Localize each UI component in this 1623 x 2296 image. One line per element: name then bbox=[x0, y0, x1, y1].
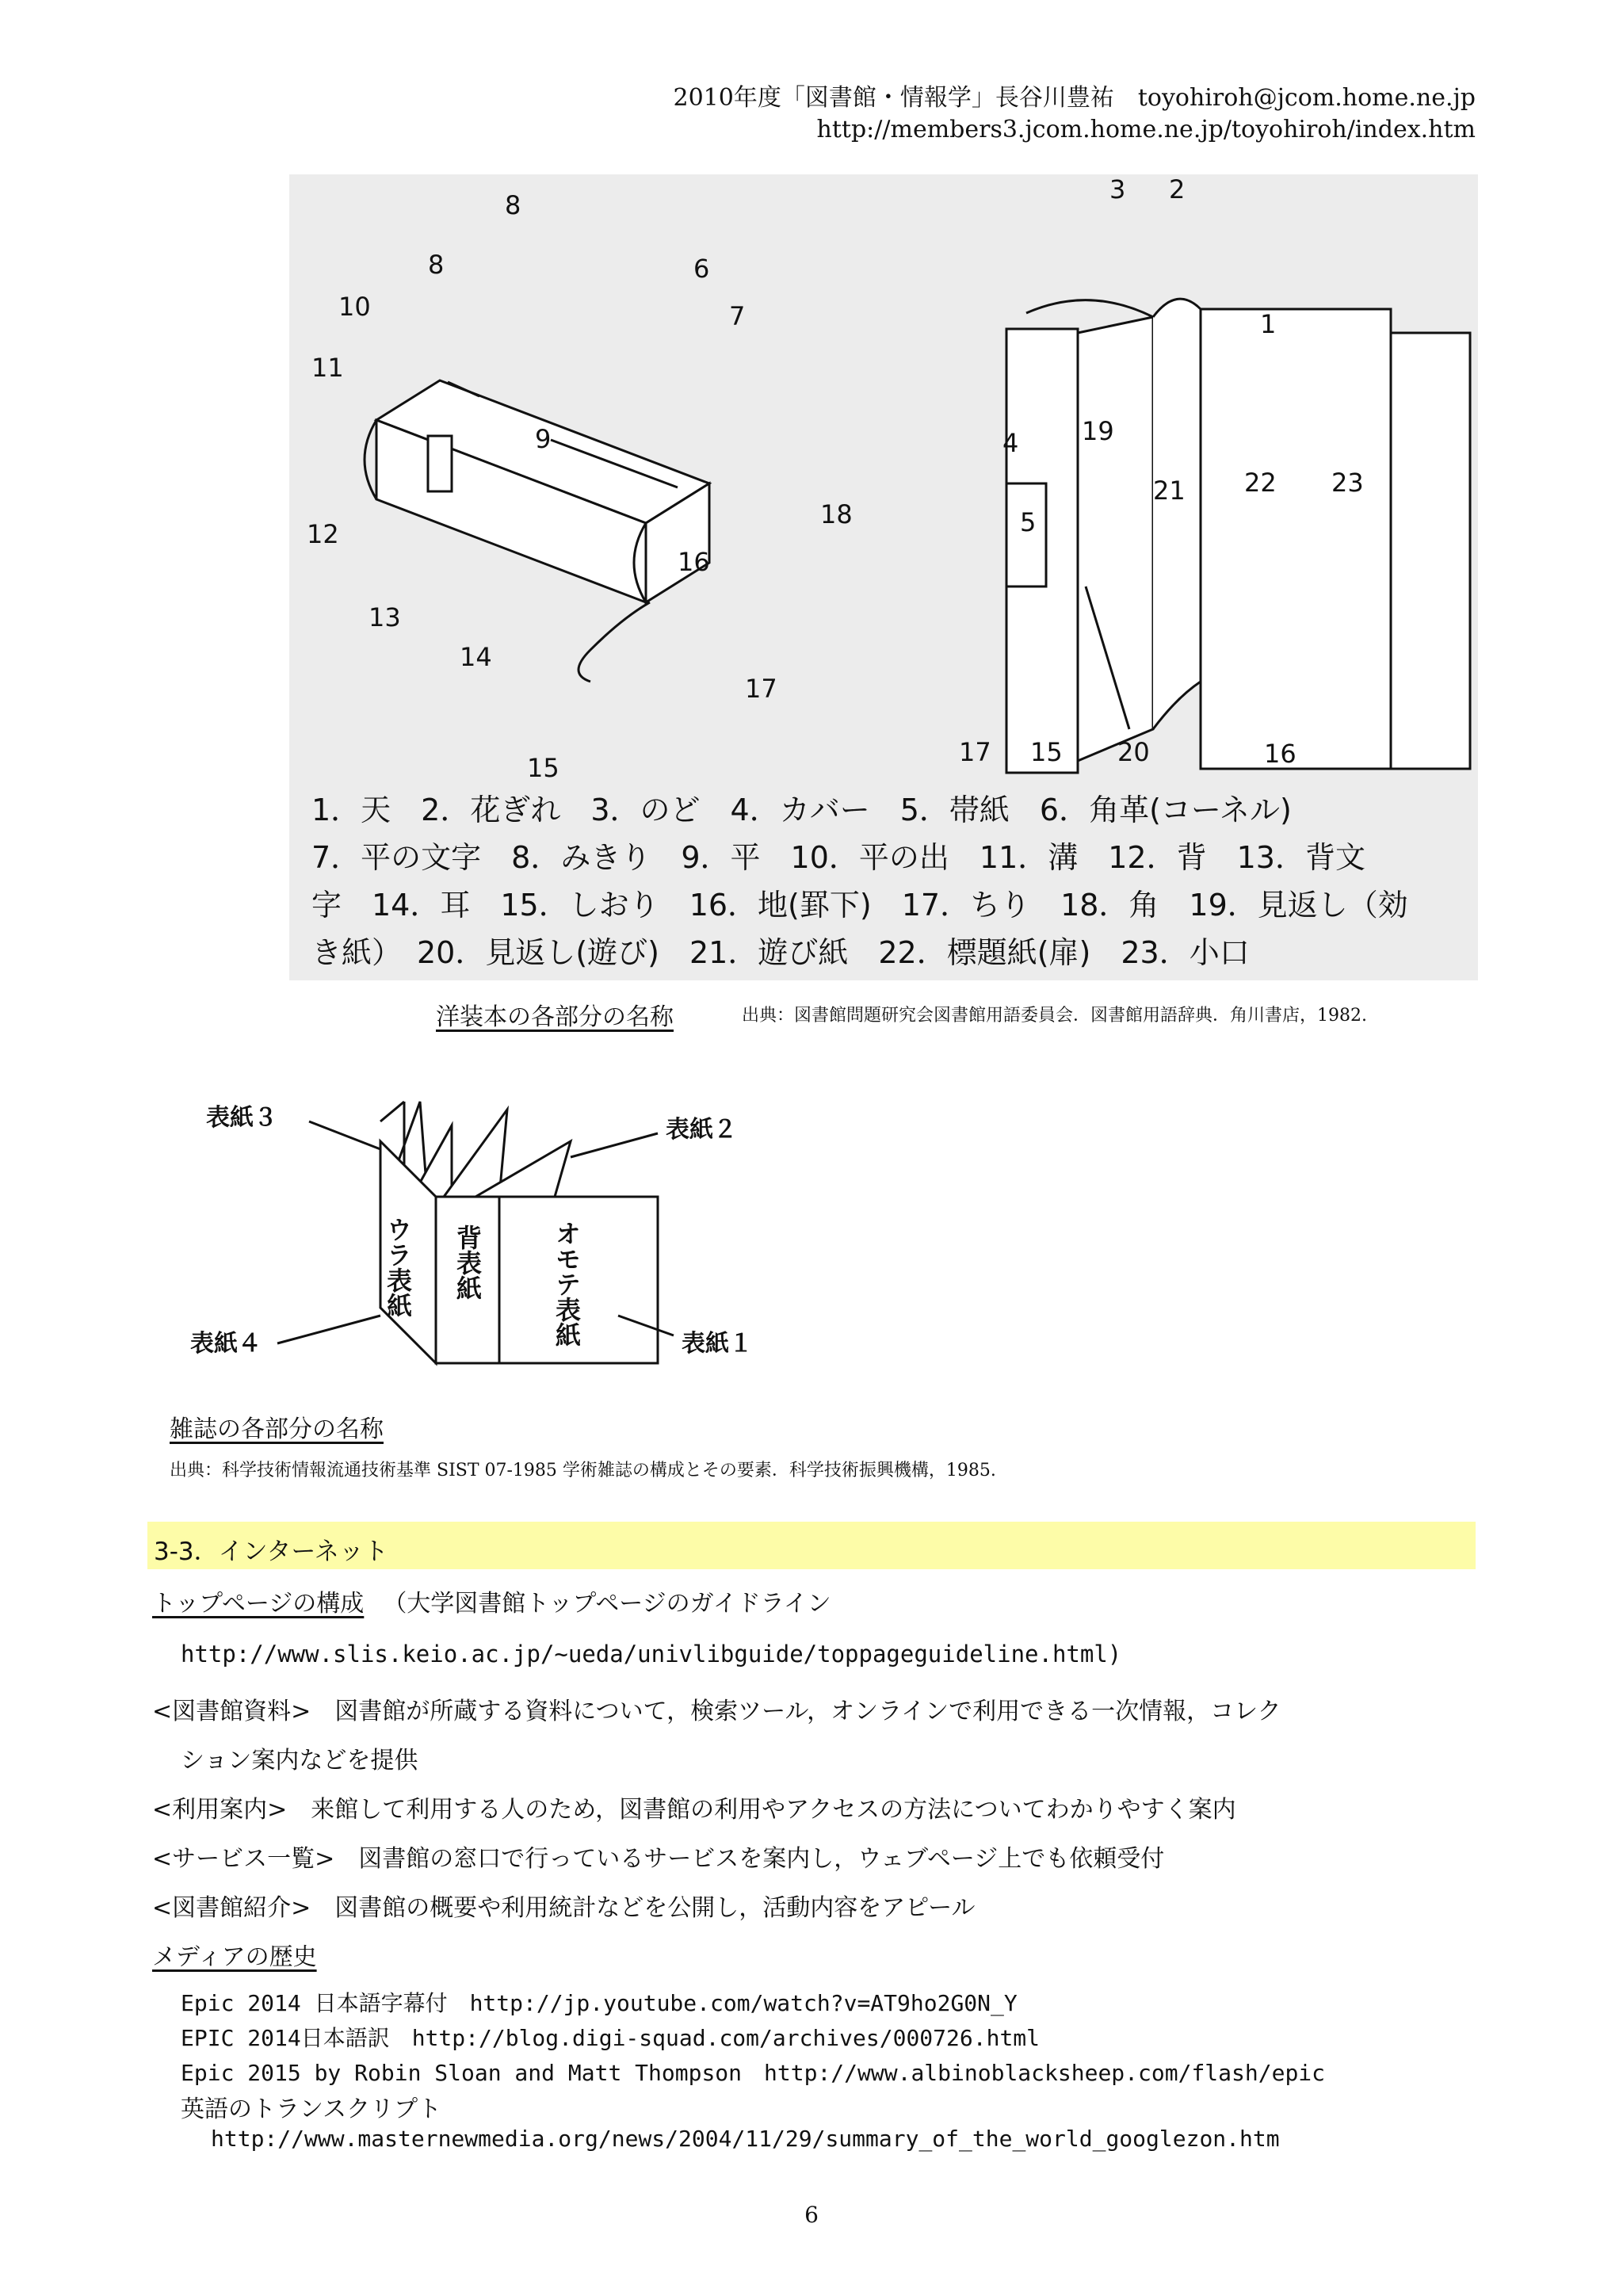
book-legend-line-3: 字 14．耳 15．しおり 16．地(罫下) 17．ちり 18．角 19．見返し（効 bbox=[311, 888, 1408, 923]
page-number: 6 bbox=[804, 2202, 819, 2228]
toppage-guideline-link[interactable]: http://www.slis.keio.ac.jp/~ueda/univlibguide/toppageguideline.html) bbox=[181, 1641, 1122, 1668]
media-line-transcript-label: 英語のトランスクリプト bbox=[181, 2095, 442, 2123]
book-label-right-10: 17 bbox=[959, 737, 991, 767]
toppage-item-continuation bbox=[181, 1740, 418, 1775]
magazine-diagram-illustration bbox=[190, 1078, 792, 1379]
magazine-label-cover4: 表紙４ bbox=[190, 1330, 262, 1358]
book-label-right-12: 20 bbox=[1117, 737, 1150, 767]
book-legend-line-2: 7．平の文字 8．みきり 9．平 10．平の出 11．溝 12．背 13．背文 bbox=[311, 840, 1365, 875]
book-label-left-13: 17 bbox=[745, 674, 777, 704]
book-label-right-2: 2 bbox=[1169, 174, 1186, 204]
magazine-figure-caption: 雑誌の各部分の名称 bbox=[170, 1415, 384, 1443]
magazine-label-spine: 背表紙 bbox=[453, 1224, 483, 1301]
book-label-right-9: 5 bbox=[1020, 507, 1037, 537]
book-label-left-7: 9 bbox=[535, 424, 552, 454]
book-diagram-figure bbox=[289, 174, 1478, 980]
toppage-item-usage-guide bbox=[152, 1790, 1236, 1824]
book-label-left-11: 16 bbox=[678, 547, 710, 577]
book-label-left-3: 6 bbox=[693, 254, 710, 284]
header-line-2: http://members3.jcom.home.ne.jp/toyohiroh/index.htm bbox=[816, 116, 1476, 143]
book-label-right-8: 23 bbox=[1331, 468, 1364, 498]
magazine-label-cover3: 表紙３ bbox=[206, 1104, 277, 1132]
toppage-heading: トップページの構成 bbox=[152, 1590, 365, 1618]
book-figure-source: 出典：図書館問題研究会図書館用語委員会．図書館用語辞典．角川書店，1982. bbox=[742, 1006, 1367, 1026]
media-line-transcript-link[interactable]: http://www.masternewmedia.org/news/2004/11/29/summary_of_the_world_googlezon.htm bbox=[211, 2126, 1280, 2152]
book-figure-caption: 洋装本の各部分の名称 bbox=[436, 1003, 674, 1031]
book-label-right-13: 16 bbox=[1264, 739, 1296, 769]
magazine-label-cover2: 表紙２ bbox=[666, 1116, 737, 1144]
toppage-item-label: <図書館紹介> bbox=[152, 1894, 311, 1922]
book-label-right-1: 3 bbox=[1109, 174, 1126, 204]
book-label-right-3: 1 bbox=[1260, 309, 1277, 339]
book-label-left-12: 14 bbox=[460, 642, 492, 672]
toppage-item-label: <利用案内> bbox=[152, 1796, 288, 1824]
toppage-heading-row bbox=[152, 1584, 831, 1618]
toppage-heading-note: （大学図書館トップページのガイドライン bbox=[383, 1590, 831, 1618]
toppage-item-text: 図書館の窓口で行っているサービスを案内し，ウェブページ上でも依頼受付 bbox=[358, 1845, 1165, 1873]
book-diagram-illustration bbox=[289, 174, 1478, 980]
book-label-right-4: 4 bbox=[1002, 428, 1019, 458]
toppage-item-text: 図書館の概要や利用統計などを公開し，活動内容をアピール bbox=[334, 1894, 976, 1922]
toppage-item-text: ション案内などを提供 bbox=[181, 1747, 418, 1775]
book-label-left-1: 8 bbox=[505, 190, 521, 220]
toppage-item-label: <図書館資料> bbox=[152, 1698, 311, 1725]
media-line-epic2015[interactable]: Epic 2015 by Robin Sloan and Matt Thompson http://www.albinoblacksheep.com/flash/epic bbox=[181, 2060, 1326, 2086]
toppage-item-text: 来館して利用する人のため，図書館の利用やアクセスの方法についてわかりやすく案内 bbox=[311, 1796, 1236, 1824]
toppage-item-text: 図書館が所蔵する資料について，検索ツール，オンラインで利用できる一次情報，コレク bbox=[334, 1698, 1281, 1725]
book-label-left-9: 18 bbox=[820, 499, 853, 529]
book-label-left-5: 10 bbox=[338, 292, 371, 322]
book-label-left-6: 11 bbox=[311, 353, 344, 383]
book-label-left-8: 12 bbox=[307, 519, 339, 549]
book-legend-line-1: 1．天 2．花ぎれ 3．のど 4．カバー 5．帯紙 6．角革(コーネル) bbox=[311, 793, 1292, 827]
book-legend-line-4: き紙） 20．見返し(遊び) 21．遊び紙 22．標題紙(扉) 23．小口 bbox=[311, 935, 1250, 970]
magazine-label-front: オモテ表紙 bbox=[552, 1221, 582, 1347]
header-line-1: 2010年度「図書館・情報学」長谷川豊祐 toyohiroh@jcom.home.ne.jp bbox=[673, 84, 1476, 112]
toppage-item-library-materials bbox=[152, 1691, 1281, 1726]
media-line-epic2014-subtitled[interactable]: Epic 2014 日本語字幕付 http://jp.youtube.com/watch?v=AT9ho2G0N_Y bbox=[181, 1990, 1018, 2016]
section-heading: 3-3．インターネット bbox=[154, 1538, 388, 1566]
toppage-item-library-intro bbox=[152, 1888, 975, 1923]
book-label-left-10: 13 bbox=[369, 602, 401, 632]
book-label-right-7: 22 bbox=[1244, 468, 1277, 498]
book-label-right-11: 15 bbox=[1030, 737, 1063, 767]
section-heading-bar bbox=[147, 1522, 1476, 1569]
book-label-right-6: 21 bbox=[1153, 476, 1186, 506]
toppage-item-service-list bbox=[152, 1839, 1164, 1874]
magazine-label-back: ウラ表紙 bbox=[383, 1217, 413, 1318]
magazine-label-cover1: 表紙１ bbox=[682, 1330, 753, 1358]
media-line-epic2014-translation[interactable]: EPIC 2014日本語訳 http://blog.digi-squad.com/archives/000726.html bbox=[181, 2025, 1041, 2051]
book-label-left-4: 7 bbox=[729, 301, 746, 331]
media-history-heading: メディアの歴史 bbox=[152, 1943, 317, 1971]
book-label-right-5: 19 bbox=[1082, 416, 1114, 446]
magazine-diagram-figure bbox=[190, 1078, 792, 1379]
book-label-left-14: 15 bbox=[527, 753, 559, 783]
book-label-left-2: 8 bbox=[428, 250, 445, 280]
toppage-item-label: <サービス一覧> bbox=[152, 1845, 335, 1873]
magazine-figure-source: 出典：科学技術情報流通技術基準 SIST 07-1985 学術雑誌の構成とその要素．科学技術振興機構，1985. bbox=[170, 1461, 996, 1480]
